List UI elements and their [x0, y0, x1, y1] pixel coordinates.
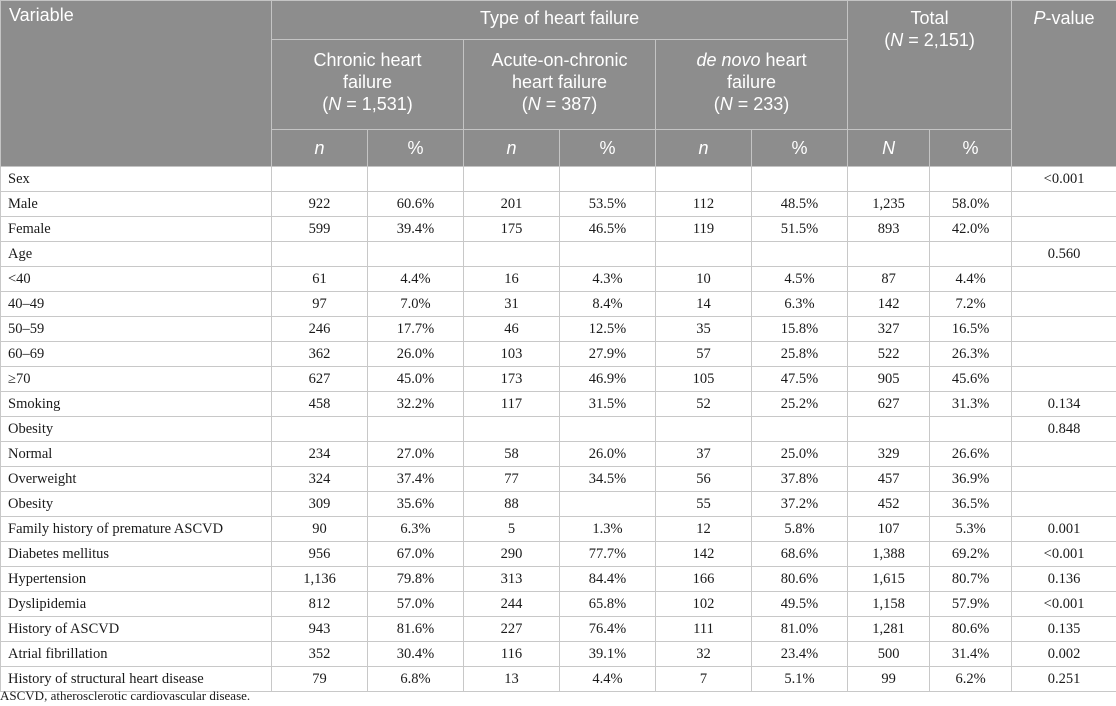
table-cell: 4.3% [560, 267, 656, 292]
pvalue-cell [1012, 467, 1116, 492]
table-cell: 4.5% [752, 267, 848, 292]
table-cell: 84.4% [560, 567, 656, 592]
table-row [1, 442, 1116, 467]
table-cell: 8.4% [560, 292, 656, 317]
table-cell: 25.2% [752, 392, 848, 417]
table-cell [656, 417, 752, 442]
table-cell: 1,281 [848, 617, 930, 642]
table-cell: 58 [464, 442, 560, 467]
table-cell: 37 [656, 442, 752, 467]
denovo-header: de novo heart failure (N = 233) [656, 40, 848, 130]
table-cell: 13 [464, 667, 560, 692]
pvalue-cell [1012, 217, 1116, 242]
table-row [1, 617, 1116, 642]
table-cell: 37.4% [368, 467, 464, 492]
pvalue-cell [1012, 267, 1116, 292]
table-cell: 56 [656, 467, 752, 492]
table-cell: 329 [848, 442, 930, 467]
row-label: Family history of premature ASCVD [1, 517, 272, 542]
table-body [1, 167, 1116, 692]
table-cell: 522 [848, 342, 930, 367]
table-cell: 58.0% [930, 192, 1012, 217]
table-cell [272, 417, 368, 442]
pvalue-cell [1012, 492, 1116, 517]
table-cell: 36.9% [930, 467, 1012, 492]
row-label: Normal [1, 442, 272, 467]
table-cell: 7.0% [368, 292, 464, 317]
table-cell [464, 167, 560, 192]
pvalue-cell [1012, 367, 1116, 392]
table-cell: 117 [464, 392, 560, 417]
pvalue-cell: 0.135 [1012, 617, 1116, 642]
table-cell: 49.5% [752, 592, 848, 617]
table-cell: 173 [464, 367, 560, 392]
table-cell [368, 242, 464, 267]
table-cell [368, 167, 464, 192]
table-cell: 324 [272, 467, 368, 492]
row-label: Male [1, 192, 272, 217]
table-cell: 175 [464, 217, 560, 242]
table-cell: 1,136 [272, 567, 368, 592]
table-cell: 39.1% [560, 642, 656, 667]
row-label: Obesity [1, 492, 272, 517]
table-cell: 244 [464, 592, 560, 617]
table-cell: 67.0% [368, 542, 464, 567]
table-row [1, 417, 1116, 442]
table-cell: 116 [464, 642, 560, 667]
row-label: History of structural heart disease [1, 667, 272, 692]
table-cell: 46.9% [560, 367, 656, 392]
table-cell: 57.9% [930, 592, 1012, 617]
table-cell [752, 167, 848, 192]
chronic-header: Chronic heart failure (N = 1,531) [272, 40, 464, 130]
footnote: ASCVD, atherosclerotic cardiovascular disease. [0, 688, 251, 703]
table-cell: 166 [656, 567, 752, 592]
row-label: 60–69 [1, 342, 272, 367]
table-row [1, 342, 1116, 367]
table-cell: 39.4% [368, 217, 464, 242]
table-cell: 57 [656, 342, 752, 367]
table-cell: 234 [272, 442, 368, 467]
table-cell: 1,615 [848, 567, 930, 592]
table-cell: 4.4% [368, 267, 464, 292]
col-pct-acute: % [560, 130, 656, 167]
table-cell: 119 [656, 217, 752, 242]
table-cell: 97 [272, 292, 368, 317]
table-cell [930, 242, 1012, 267]
table-cell [930, 417, 1012, 442]
table-cell: 7.2% [930, 292, 1012, 317]
table-header [1, 1, 1116, 167]
row-label: History of ASCVD [1, 617, 272, 642]
pvalue-cell [1012, 292, 1116, 317]
table-row [1, 292, 1116, 317]
table-cell: 103 [464, 342, 560, 367]
pvalue-cell: 0.002 [1012, 642, 1116, 667]
table-cell: 1,235 [848, 192, 930, 217]
pvalue-cell: 0.848 [1012, 417, 1116, 442]
table-cell: 45.6% [930, 367, 1012, 392]
table-row [1, 467, 1116, 492]
table-cell: 1,158 [848, 592, 930, 617]
table-cell: 16 [464, 267, 560, 292]
table-cell: 26.0% [368, 342, 464, 367]
table-cell: 31.4% [930, 642, 1012, 667]
table-cell: 53.5% [560, 192, 656, 217]
pvalue-cell [1012, 442, 1116, 467]
table-cell: 12.5% [560, 317, 656, 342]
table-cell [560, 492, 656, 517]
table-cell: 362 [272, 342, 368, 367]
row-label: Female [1, 217, 272, 242]
table-cell: 17.7% [368, 317, 464, 342]
table-cell [560, 417, 656, 442]
table-cell [560, 167, 656, 192]
table-cell: 25.8% [752, 342, 848, 367]
col-n-acute: n [464, 130, 560, 167]
table-cell: 26.6% [930, 442, 1012, 467]
table-cell: 26.3% [930, 342, 1012, 367]
table-cell: 80.6% [930, 617, 1012, 642]
table-cell: 31 [464, 292, 560, 317]
table-cell: 37.2% [752, 492, 848, 517]
table-row [1, 242, 1116, 267]
table-row [1, 392, 1116, 417]
row-label: 40–49 [1, 292, 272, 317]
table-row [1, 642, 1116, 667]
variable-header: Variable [1, 1, 272, 167]
pvalue-cell: <0.001 [1012, 167, 1116, 192]
row-label: ≥70 [1, 367, 272, 392]
pvalue-cell [1012, 342, 1116, 367]
table-cell: 905 [848, 367, 930, 392]
table-cell: 6.3% [368, 517, 464, 542]
table-cell: 80.6% [752, 567, 848, 592]
pvalue-cell: 0.134 [1012, 392, 1116, 417]
table-cell: 227 [464, 617, 560, 642]
table-cell: 352 [272, 642, 368, 667]
table-cell [272, 242, 368, 267]
table-row [1, 492, 1116, 517]
table-row [1, 317, 1116, 342]
table-cell: 60.6% [368, 192, 464, 217]
table-cell: 88 [464, 492, 560, 517]
table-cell: 81.0% [752, 617, 848, 642]
table-cell: 46 [464, 317, 560, 342]
table-cell: 16.5% [930, 317, 1012, 342]
table-cell [752, 417, 848, 442]
table-cell: 327 [848, 317, 930, 342]
table-cell: 52 [656, 392, 752, 417]
table-cell: 90 [272, 517, 368, 542]
table-cell: 69.2% [930, 542, 1012, 567]
table-cell [752, 242, 848, 267]
row-label: Hypertension [1, 567, 272, 592]
table-cell: 46.5% [560, 217, 656, 242]
table-cell: 5.1% [752, 667, 848, 692]
table-cell [848, 242, 930, 267]
table-cell [848, 167, 930, 192]
table-cell: 201 [464, 192, 560, 217]
table-row [1, 592, 1116, 617]
table-cell: 290 [464, 542, 560, 567]
table-cell: 47.5% [752, 367, 848, 392]
table-cell: 31.3% [930, 392, 1012, 417]
table-cell: 48.5% [752, 192, 848, 217]
table-cell: 35 [656, 317, 752, 342]
table-cell: 36.5% [930, 492, 1012, 517]
table-cell: 25.0% [752, 442, 848, 467]
table-cell: 107 [848, 517, 930, 542]
table-cell [930, 167, 1012, 192]
table-cell: 80.7% [930, 567, 1012, 592]
table-cell: 77.7% [560, 542, 656, 567]
table-cell: 1,388 [848, 542, 930, 567]
row-label: Age [1, 242, 272, 267]
table-cell: 26.0% [560, 442, 656, 467]
pvalue-header: P-value [1012, 1, 1116, 167]
table-cell: 23.4% [752, 642, 848, 667]
table-cell: 6.2% [930, 667, 1012, 692]
table-cell: 31.5% [560, 392, 656, 417]
table-cell: 4.4% [930, 267, 1012, 292]
table-cell: 87 [848, 267, 930, 292]
row-label: Smoking [1, 392, 272, 417]
table-cell: 61 [272, 267, 368, 292]
table-cell: 99 [848, 667, 930, 692]
table-cell: 309 [272, 492, 368, 517]
table-cell: 5.8% [752, 517, 848, 542]
table-row [1, 167, 1116, 192]
table-cell: 4.4% [560, 667, 656, 692]
table-row [1, 517, 1116, 542]
table-cell: 42.0% [930, 217, 1012, 242]
table-cell: 76.4% [560, 617, 656, 642]
table-cell: 112 [656, 192, 752, 217]
pvalue-cell [1012, 192, 1116, 217]
acute-header: Acute-on-chronic heart failure (N = 387) [464, 40, 656, 130]
pvalue-cell: 0.001 [1012, 517, 1116, 542]
row-label: Dyslipidemia [1, 592, 272, 617]
table-cell: 35.6% [368, 492, 464, 517]
pvalue-cell [1012, 317, 1116, 342]
pvalue-cell: 0.136 [1012, 567, 1116, 592]
row-label: 50–59 [1, 317, 272, 342]
col-pct-denovo: % [752, 130, 848, 167]
table-cell: 142 [848, 292, 930, 317]
table-cell: 627 [272, 367, 368, 392]
table-cell: 812 [272, 592, 368, 617]
table-cell: 457 [848, 467, 930, 492]
table-cell: 956 [272, 542, 368, 567]
table-cell: 32.2% [368, 392, 464, 417]
col-n-chronic: n [272, 130, 368, 167]
table-cell: 37.8% [752, 467, 848, 492]
table-cell: 12 [656, 517, 752, 542]
table-cell: 57.0% [368, 592, 464, 617]
table-cell [656, 242, 752, 267]
row-label: Diabetes mellitus [1, 542, 272, 567]
table-cell: 51.5% [752, 217, 848, 242]
table-cell: 14 [656, 292, 752, 317]
table-row [1, 217, 1116, 242]
table-cell: 32 [656, 642, 752, 667]
table-cell [464, 417, 560, 442]
table-cell: 452 [848, 492, 930, 517]
table-cell: 111 [656, 617, 752, 642]
table-row [1, 542, 1116, 567]
table-cell [560, 242, 656, 267]
table-cell: 27.0% [368, 442, 464, 467]
row-label: Overweight [1, 467, 272, 492]
row-label: Sex [1, 167, 272, 192]
table-cell: 15.8% [752, 317, 848, 342]
pvalue-cell: <0.001 [1012, 592, 1116, 617]
row-label: <40 [1, 267, 272, 292]
table-cell: 599 [272, 217, 368, 242]
table-cell: 77 [464, 467, 560, 492]
table-cell: 10 [656, 267, 752, 292]
type-group-header: Type of heart failure [272, 1, 848, 40]
table-row [1, 192, 1116, 217]
row-label: Obesity [1, 417, 272, 442]
table-cell: 6.3% [752, 292, 848, 317]
table-cell: 27.9% [560, 342, 656, 367]
table-cell: 7 [656, 667, 752, 692]
table-cell: 55 [656, 492, 752, 517]
col-pct-chronic: % [368, 130, 464, 167]
table-cell [848, 417, 930, 442]
table-cell: 65.8% [560, 592, 656, 617]
table-cell [464, 242, 560, 267]
table-cell: 68.6% [752, 542, 848, 567]
table-cell: 5 [464, 517, 560, 542]
table-cell: 500 [848, 642, 930, 667]
table-cell: 45.0% [368, 367, 464, 392]
table-cell: 627 [848, 392, 930, 417]
pvalue-cell: 0.251 [1012, 667, 1116, 692]
table-cell: 79.8% [368, 567, 464, 592]
total-header: Total (N = 2,151) [848, 1, 1012, 130]
table-cell: 34.5% [560, 467, 656, 492]
table-cell: 105 [656, 367, 752, 392]
table-cell: 1.3% [560, 517, 656, 542]
table-cell: 246 [272, 317, 368, 342]
table-cell: 313 [464, 567, 560, 592]
table-cell [656, 167, 752, 192]
table-row [1, 567, 1116, 592]
pvalue-cell: 0.560 [1012, 242, 1116, 267]
table-cell: 458 [272, 392, 368, 417]
table-cell: 30.4% [368, 642, 464, 667]
table-cell: 142 [656, 542, 752, 567]
table-cell: 943 [272, 617, 368, 642]
table-cell: 893 [848, 217, 930, 242]
table-cell: 922 [272, 192, 368, 217]
table-cell: 79 [272, 667, 368, 692]
table-cell: 102 [656, 592, 752, 617]
table-row [1, 367, 1116, 392]
col-pct-total: % [930, 130, 1012, 167]
table-cell: 5.3% [930, 517, 1012, 542]
pvalue-cell: <0.001 [1012, 542, 1116, 567]
table-cell: 6.8% [368, 667, 464, 692]
col-n-total: N [848, 130, 930, 167]
table-cell [272, 167, 368, 192]
table-cell [368, 417, 464, 442]
row-label: Atrial fibrillation [1, 642, 272, 667]
col-n-denovo: n [656, 130, 752, 167]
table-cell: 81.6% [368, 617, 464, 642]
table-row [1, 267, 1116, 292]
